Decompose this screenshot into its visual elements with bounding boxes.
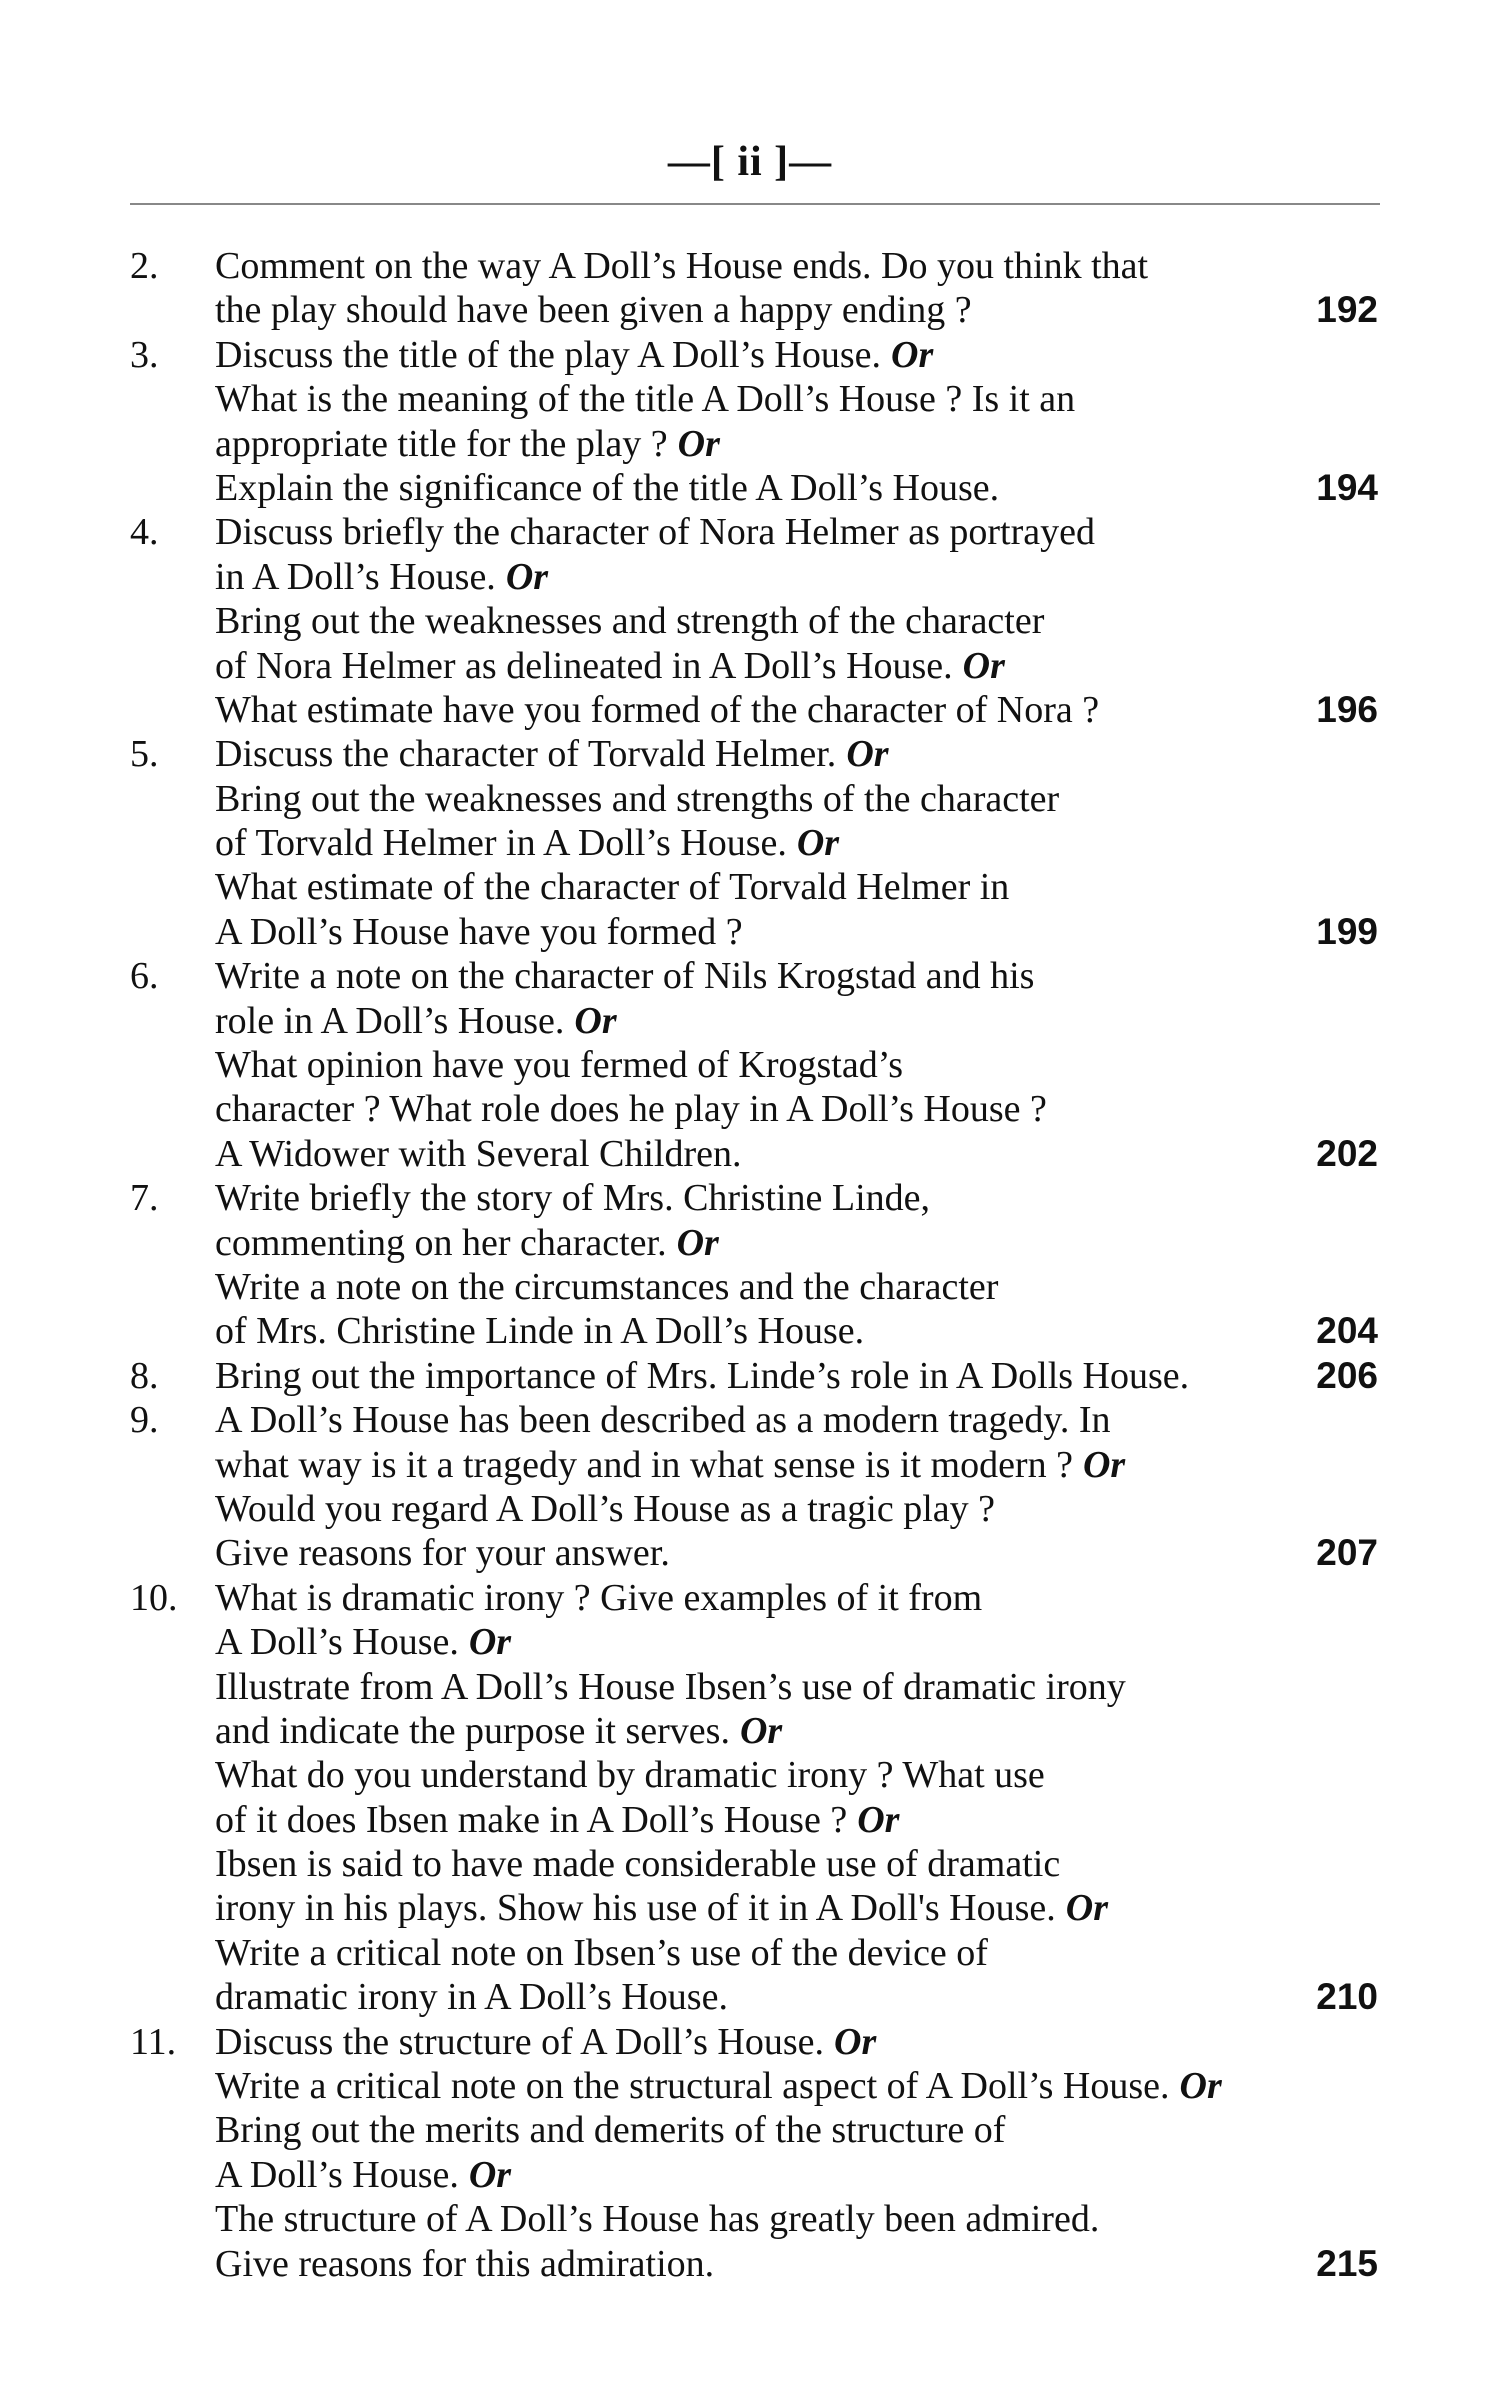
question-line-text: What estimate of the character of Torvald Helmer in (215, 866, 1010, 909)
question-line-text: what way is it a tragedy and in what sense is it modern ? (215, 1443, 1073, 1486)
toc-line (0, 1443, 1500, 1487)
question-text (215, 688, 1099, 732)
question-number: 10. (130, 1576, 178, 1619)
question-number: 7. (130, 1177, 159, 1220)
toc-line (0, 1798, 1500, 1842)
question-text (215, 1886, 1108, 1930)
question-text (215, 2108, 1005, 2152)
question-line-text: A Doll’s House have you formed ? (215, 910, 743, 953)
page-number: 210 (1316, 1976, 1378, 2018)
toc-line (0, 1576, 1500, 1620)
toc-line (0, 1487, 1500, 1531)
or-label: Or (468, 1621, 512, 1664)
question-line-text: Discuss the structure of A Doll’s House. (215, 2020, 825, 2063)
question-line-text: role in A Doll’s House. (215, 999, 565, 1042)
or-label: Or (891, 333, 934, 376)
question-number: 9. (130, 1399, 159, 1442)
question-line-text: Discuss the title of the play A Doll’s House. (215, 333, 882, 376)
question-line-text: Write briefly the story of Mrs. Christine Linde, (215, 1177, 931, 1220)
question-text (215, 1665, 1126, 1709)
toc-line (0, 1398, 1500, 1442)
question-text (215, 1354, 1189, 1398)
question-line-text: the play should have been given a happy ending ? (215, 289, 972, 332)
question-text (215, 1709, 782, 1753)
question-line-text: commenting on her character. (215, 1221, 667, 1264)
question-text (215, 2242, 714, 2286)
question-line-text: Write a note on the character of Nils Krogstad and his (215, 955, 1035, 998)
question-text (215, 466, 999, 510)
question-line-text: Discuss briefly the character of Nora Helmer as portrayed (215, 511, 1095, 554)
toc-line (0, 688, 1500, 732)
toc-line (0, 377, 1500, 421)
question-line-text: of it does Ibsen make in A Doll’s House ? (215, 1798, 848, 1841)
toc-line (0, 1620, 1500, 1664)
question-text (215, 1798, 899, 1842)
toc-line (0, 244, 1500, 288)
or-label: Or (1082, 1443, 1126, 1486)
page-number: 207 (1316, 1532, 1378, 1574)
question-line-text: A Doll’s House. (215, 2153, 459, 2196)
question-line-text: Give reasons for your answer. (215, 1532, 670, 1575)
question-line-text: Write a critical note on the structural aspect of A Doll’s House. (215, 2065, 1170, 2108)
question-text (215, 1531, 670, 1575)
page-number: 204 (1316, 1310, 1378, 1352)
toc-line (0, 2020, 1500, 2064)
toc-line (0, 910, 1500, 954)
or-label: Or (468, 2153, 512, 2196)
question-text (215, 599, 1044, 643)
question-line-text: Would you regard A Doll’s House as a tragic play ? (215, 1487, 995, 1530)
question-line-text: Bring out the importance of Mrs. Linde’s role in A Dolls House. (215, 1354, 1190, 1397)
toc-line (0, 1886, 1500, 1930)
question-text (215, 1931, 988, 1975)
question-line-text: of Nora Helmer as delineated in A Doll’s House. (215, 644, 953, 687)
toc-line (0, 1132, 1500, 1176)
toc-line (0, 1931, 1500, 1975)
toc-line (0, 1087, 1500, 1131)
or-label: Or (1065, 1887, 1109, 1930)
or-label: Or (857, 1798, 900, 1841)
or-label: Or (677, 422, 720, 465)
question-number: 11. (130, 2020, 177, 2063)
question-text (215, 1221, 719, 1265)
question-line-text: Ibsen is said to have made considerable use of dramatic (215, 1843, 1061, 1886)
question-number: 6. (130, 955, 159, 998)
toc-line (0, 865, 1500, 909)
question-line-text: What is the meaning of the title A Doll’s House ? Is it an (215, 378, 1076, 421)
question-line-text: Write a note on the circumstances and the character (215, 1265, 999, 1308)
toc-line (0, 1753, 1500, 1797)
question-line-text: Explain the significance of the title A Doll’s House. (215, 466, 1000, 509)
question-line-text: Give reasons for this admiration. (215, 2242, 715, 2285)
question-line-text: The structure of A Doll’s House has greatly been admired. (215, 2198, 1100, 2241)
toc-line (0, 555, 1500, 599)
question-text (215, 821, 839, 865)
question-line-text: of Torvald Helmer in A Doll’s House. (215, 822, 787, 865)
toc-line (0, 1531, 1500, 1575)
question-line-text: Bring out the weaknesses and strengths of the character (215, 777, 1060, 820)
question-text (215, 377, 1075, 421)
question-text (215, 910, 743, 954)
question-text (215, 777, 1059, 821)
question-line-text: character ? What role does he play in A Doll’s House ? (215, 1088, 1047, 1131)
question-text (215, 865, 1009, 909)
question-line-text: What opinion have you fermed of Krogstad’s (215, 1044, 904, 1087)
question-text (215, 510, 1095, 554)
or-label: Or (574, 999, 617, 1042)
question-text (215, 644, 1005, 688)
question-line-text: What estimate have you formed of the character of Nora ? (215, 688, 1100, 731)
question-text (215, 1842, 1060, 1886)
question-number: 8. (130, 1354, 159, 1397)
page-number: 202 (1316, 1132, 1378, 1174)
question-text (215, 1309, 864, 1353)
question-text (215, 1398, 1111, 1442)
question-text (215, 1487, 995, 1531)
question-line-text: appropriate title for the play ? (215, 422, 668, 465)
toc-line (0, 510, 1500, 554)
toc-line (0, 1043, 1500, 1087)
question-text (215, 954, 1034, 998)
toc-line (0, 999, 1500, 1043)
question-line-text: Bring out the merits and demerits of the structure of (215, 2109, 1006, 2152)
toc-line (0, 732, 1500, 776)
or-label: Or (676, 1221, 719, 1264)
question-text (215, 1975, 728, 2019)
toc-line (0, 599, 1500, 643)
question-line-text: What do you understand by dramatic irony ? What use (215, 1754, 1045, 1797)
question-line-text: and indicate the purpose it serves. (215, 1709, 730, 1752)
page-number: 192 (1316, 289, 1378, 331)
toc-line (0, 1265, 1500, 1309)
header-rule (130, 203, 1380, 205)
page-number: 194 (1316, 466, 1378, 508)
question-number: 3. (130, 333, 159, 376)
question-text (215, 333, 933, 377)
toc-line (0, 1221, 1500, 1265)
question-text (215, 1132, 742, 1176)
question-text (215, 1753, 1045, 1797)
question-text (215, 732, 889, 776)
question-text (215, 1043, 903, 1087)
toc-line (0, 1309, 1500, 1353)
page-number: 199 (1316, 910, 1378, 952)
toc-line (0, 644, 1500, 688)
question-line-text: Bring out the weaknesses and strength of the character (215, 600, 1045, 643)
toc-line (0, 2153, 1500, 2197)
toc-line (0, 2108, 1500, 2152)
question-text (215, 244, 1148, 288)
or-label: Or (796, 822, 840, 865)
toc-line (0, 1975, 1500, 2019)
question-text (215, 2020, 876, 2064)
question-line-text: A Widower with Several Children. (215, 1132, 742, 1175)
question-text (215, 1265, 998, 1309)
question-text (215, 2064, 1222, 2108)
question-line-text: Illustrate from A Doll’s House Ibsen’s use of dramatic irony (215, 1665, 1126, 1708)
toc-line (0, 1665, 1500, 1709)
question-text (215, 422, 720, 466)
toc-line (0, 1354, 1500, 1398)
question-text (215, 1576, 982, 1620)
toc-line (0, 1842, 1500, 1886)
page-number: 206 (1316, 1354, 1378, 1396)
question-number: 2. (130, 245, 159, 287)
question-text (215, 999, 617, 1043)
toc-line (0, 954, 1500, 998)
toc-line (0, 821, 1500, 865)
toc-line (0, 2197, 1500, 2241)
question-line-text: A Doll’s House has been described as a modern tragedy. In (215, 1399, 1111, 1442)
question-text (215, 555, 548, 599)
question-line-text: dramatic irony in A Doll’s House. (215, 1976, 728, 2019)
question-text (215, 2197, 1099, 2241)
or-label: Or (846, 733, 889, 776)
question-line-text: Write a critical note on Ibsen’s use of the device of (215, 1931, 988, 1974)
page-header: —[ ii ]— (667, 139, 833, 185)
question-text (215, 1443, 1125, 1487)
toc-line (0, 1709, 1500, 1753)
question-line-text: A Doll’s House. (215, 1621, 459, 1664)
question-line-text: of Mrs. Christine Linde in A Doll’s House. (215, 1310, 865, 1353)
question-text (215, 1176, 930, 1220)
or-label: Or (834, 2020, 877, 2063)
question-text (215, 1087, 1047, 1131)
or-label: Or (1179, 2065, 1222, 2108)
toc-line (0, 288, 1500, 332)
toc-line (0, 2064, 1500, 2108)
question-text (215, 2153, 511, 2197)
question-text (215, 1620, 511, 1664)
page-number: 215 (1316, 2242, 1378, 2284)
question-line-text: What is dramatic irony ? Give examples of it from (215, 1576, 983, 1619)
question-number: 4. (130, 511, 159, 554)
table-of-contents (0, 244, 1500, 2286)
question-line-text: Comment on the way A Doll’s House ends. Do you think that (215, 245, 1149, 287)
or-label: Or (962, 644, 1005, 687)
question-number: 5. (130, 733, 159, 776)
toc-line (0, 422, 1500, 466)
or-label: Or (505, 555, 549, 598)
toc-line (0, 466, 1500, 510)
toc-line (0, 1176, 1500, 1220)
question-line-text: in A Doll’s House. (215, 555, 496, 598)
toc-line (0, 2242, 1500, 2286)
or-label: Or (739, 1709, 783, 1752)
question-line-text: irony in his plays. Show his use of it in A Doll's House. (215, 1887, 1056, 1930)
question-line-text: Discuss the character of Torvald Helmer. (215, 733, 837, 776)
question-text (215, 288, 972, 332)
toc-line (0, 333, 1500, 377)
toc-line (0, 777, 1500, 821)
page-number: 196 (1316, 688, 1378, 730)
